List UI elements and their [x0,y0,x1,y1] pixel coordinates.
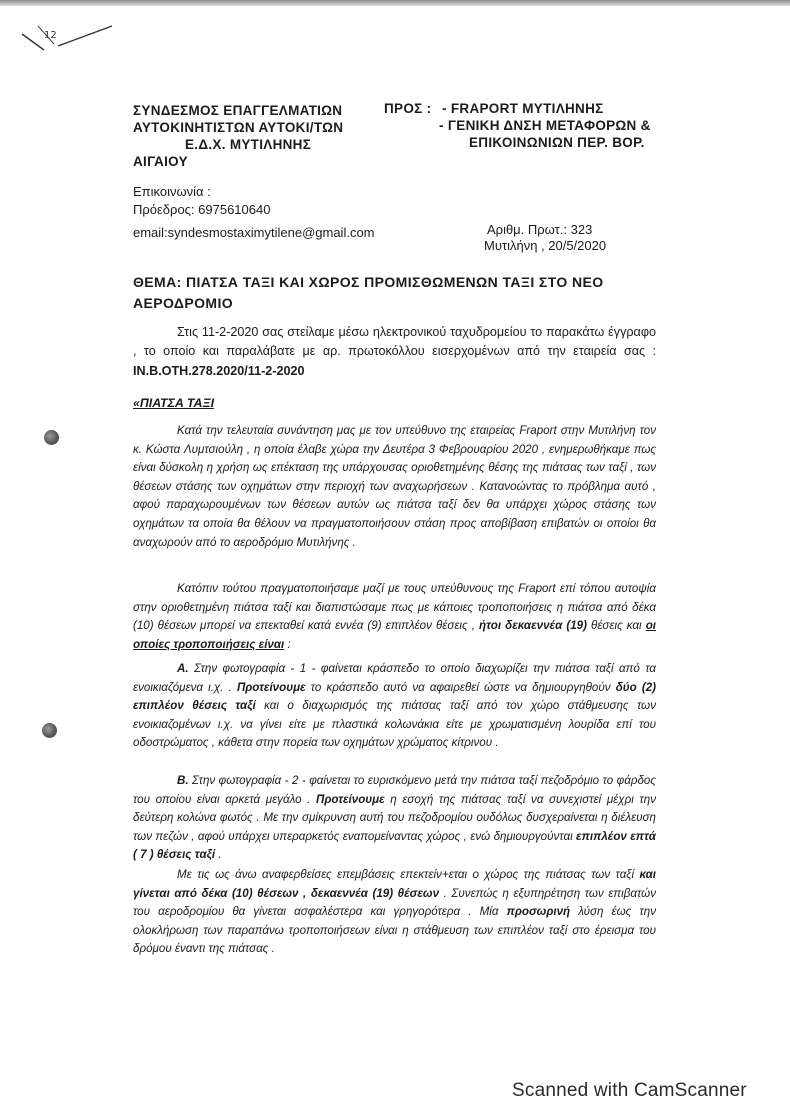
final-text-2: . Συνεπώς η εξυπηρέτηση των επιβατών του αεροδρομίου θα γίνεται ασφαλέστερα και γρηγορότερα . Μία [133,886,656,919]
recipient-line-1: - FRAPORT ΜΥΤΙΛΗΝΗΣ [442,101,604,116]
para2-bold-2: οι οποίες τροποποιήσεις είναι [133,619,656,651]
punch-hole-upper [44,430,59,445]
paragraph-meeting: Κατά την τελευταία συνάντηση μας με τον υπεύθυνο της εταιρείας Fraport στην Μυτιλήνη τον κ. Κώστα Λυμτσιούλη , η οποία έλαβε χώρα την Δευτέρα 3 Φεβρουαρίου 2020 , ενημερωθήκαμε πως είναι δύσκολη η χρήση ως επέκταση της υπάρχουσας οριοθετημένης θέσης της πιάτσας των ταξί , των θέσεων στάσης των οχημάτων στην περιοχή των αναχωρήσεων . Κατανοώντας το πρόβλημα αυτό , αφού παραχωρουμένων των θέσεων αυτών ως πιάτσα ταξί δεν θα υπάρχει χώρος στάσης των οχημάτων τα οποία θα θέλουν να πραγματοποιήσουν στάση προς αποβίβαση επιβατών οι οποίοι θα αναχωρούν από το αεροδρόμιο Μυτιλήνης . [133,424,656,549]
paraB-bold-1: Προτείνουμε [316,792,385,806]
paragraph-inspection [133,580,656,654]
contact-email: email:syndesmostaximytilene@gmail.com [133,225,375,240]
sender-line-3: Ε.Δ.Χ. ΜΥΤΙΛΗΝΗΣ [185,137,312,152]
paraB-bold-2: επιπλέον επτά ( 7 ) θέσεις ταξί [133,829,656,862]
subject [133,272,663,314]
paraA-label: Α. [177,662,189,675]
sender-line-2: ΑΥΤΟΚΙΝΗΤΙΣΤΩΝ ΑΥΤΟΚΙ/ΤΩΝ [133,120,344,135]
subject-line-1: ΘΕΜΑ: ΠΙΑΤΣΑ ΤΑΞΙ ΚΑΙ ΧΩΡΟΣ ΠΡΟΜΙΣΘΩΜΕΝΩΝ ΤΑΞΙ ΣΤΟ ΝΕΟ [133,274,604,290]
paraB-label: Β. [177,774,189,787]
recipient-line-2: - ΓΕΝΙΚΗ ΔΝΣΗ ΜΕΤΑΦΟΡΩΝ & [439,118,651,133]
sender-line-1: ΣΥΝΔΕΣΜΟΣ ΕΠΑΓΓΕΛΜΑΤΙΩΝ [133,103,343,118]
paraA-bold-1: Προτείνουμε [236,680,306,694]
final-bold-2: προσωρινή [506,905,571,919]
protocol-number: Αριθμ. Πρωτ.: 323 [487,222,593,237]
paraA-text-2: το κράσπεδο αυτό να αφαιρεθεί ώστε να δημιουργηθούν [305,680,616,694]
paraB-text-3: . [215,848,222,862]
final-bold-1: και γίνεται από δέκα (10) θέσεων , δεκαεννέα (19) θέσεων [133,868,656,900]
sender-line-4: ΑΙΓΑΙΟΥ [133,154,188,169]
intro-paragraph [133,323,656,381]
camscanner-watermark: Scanned with CamScanner [512,1080,747,1101]
paraB-text-2: η εσοχή της πιάτσας ταξί να συνεχιστεί μέχρι την δεύτερη κολώνα φωτός . Με την σμίκρυνση αυτή του πεζοδρομίου ουδόλως δυσχεραίνεται η διέλευση των πεζών , αφού υπάρχει υπεραρκετός εναπομείναντας χώρος , ενώ δημιουργούνται [133,792,656,843]
sender-block [133,102,343,170]
paraA-bold-2: δύο (2) επιπλέον θέσεις ταξί [133,680,656,713]
final-text-3: λύση έως την ολοκλήρωση των παραπάνω τροποποιήσεων είναι η στάθμευση των επιπλέον ταξί στο έρεισμα του δρόμου έναντι της πιάτσας . [133,905,656,956]
paraB-text-1: Στην φωτογραφία - 2 - φαίνεται το ευρισκόμενο μετά την πιάτσα ταξί πεζοδρόμιο το φάρδος του οποίου είναι αρκετά μεγάλο . [133,774,656,806]
recipient-line-3: ΕΠΙΚΟΙΝΩΝΙΩΝ ΠΕΡ. ΒΟΡ. [469,135,645,150]
place-date: Μυτιλήνη , 20/5/2020 [484,238,607,253]
recipient-label: ΠΡΟΣ : [384,101,432,116]
para2-text-2: θέσεις και [586,619,646,633]
paraA-text-1: Στην φωτογραφία - 1 - φαίνεται κράσπεδο το οποίο διαχωρίζει την πιάτσα ταξί από τα ενοικιαζόμενα ι.χ. . [133,662,656,694]
intro-reference: IN.B.OTH.278.2020/11-2-2020 [133,363,305,378]
final-text-1: Με τις ως άνω αναφερθείσες επεμβάσεις επεκτείν+εται ο χώρος της πιάτσας των ταξί [177,868,640,881]
subject-line-2: ΑΕΡΟΔΡΟΜΙΟ [133,295,234,311]
contact-label: Επικοινωνία : [133,184,211,199]
contact-block [133,183,270,219]
paragraph-conclusion [133,866,656,959]
paragraph-b [133,772,656,865]
section-heading [133,396,214,410]
para2-text: Κατόπιν τούτου πραγματοποιήσαμε μαζί με τους υπεύθυνους της Fraport επί τόπου αυτοψία στην οριοθετημένη πιάτσα ταξί και διαπιστώσαμε πως με κάποιες τροποποιήσεις η πιάτσα από δέκα (10) θέσεων μπορεί να επεκταθεί κατά εννέα (9) επιπλέον θέσεις , [133,582,656,633]
page-top-edge [0,0,790,6]
para2-bold-1: ήτοι δεκαεννέα (19) [478,619,587,633]
handwritten-mark [14,20,124,60]
para2-text-3: : [284,637,291,651]
section-heading-text: «ΠΙΑΤΣΑ ΤΑΞΙ [133,396,215,410]
punch-hole-lower [42,723,57,738]
page-mark-number: 12 [44,30,57,41]
paragraph-a [133,660,656,753]
president-phone: Πρόεδρος: 6975610640 [133,202,271,217]
intro-text: Στις 11-2-2020 σας στείλαμε μέσω ηλεκτρονικού ταχυδρομείου το παρακάτω έγγραφο , το οποίο και παραλάβατε με αρ. πρωτοκόλλου εισερχομένων από την εταιρεία σας : [133,325,656,359]
paraA-text-3: και ο διαχωρισμός της πιάτσας ταξί από τον χώρο στάθμευσης των ενοικιαζομένων ι.χ. να γίνει είτε με πλαστικά κολωνάκια είτε με χρωματισμένη λουρίδα επί του οδοστρώματος , κάθετα στην πορεία των οχημάτων χρώματος κίτρινου . [133,699,656,750]
